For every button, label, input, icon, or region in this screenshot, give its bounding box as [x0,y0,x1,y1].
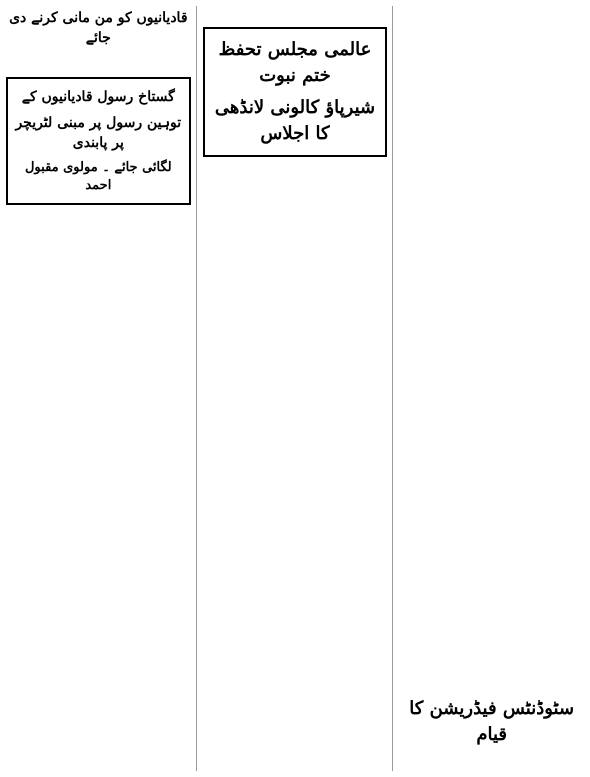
gustakh-headline-box [6,77,191,205]
column-left [6,6,197,771]
body-paragraph [203,184,388,199]
body-paragraph [6,211,191,226]
majlis-headline-line1: عالمی مجلس تحفظ ختم نبوت [218,39,372,86]
body-paragraph [203,163,388,178]
column-spacer [399,69,584,688]
body-paragraph [203,6,388,21]
majlis-headline-line2: شیرپاؤ کالونی لانڈھی کا اجلاس [214,97,376,144]
gustakh-headline-line3: لگائی جائے ۔ مولوی مقبول احمد [24,160,172,193]
body-paragraph [399,756,584,771]
qadianis-headline: قادیانیوں کو من مانی کرنے دی جائے [9,10,188,46]
gustakh-headline-line1: گستاخ رسول قادیانیوں کے [21,89,175,105]
column-middle [203,6,394,771]
gustakh-headline-line2: توہین رسول پر مبنی لٹریچر پر پابندی [15,115,182,151]
majlis-headline-box [203,27,388,157]
body-paragraph [6,56,191,71]
body-paragraph [399,6,584,21]
body-paragraph [6,232,191,247]
students-headline: سٹوڈنٹس فیڈریشن کا قیام [409,698,575,745]
body-paragraph [203,205,388,220]
body-paragraph [399,48,584,63]
column-right [399,6,584,771]
body-paragraph [399,27,584,42]
